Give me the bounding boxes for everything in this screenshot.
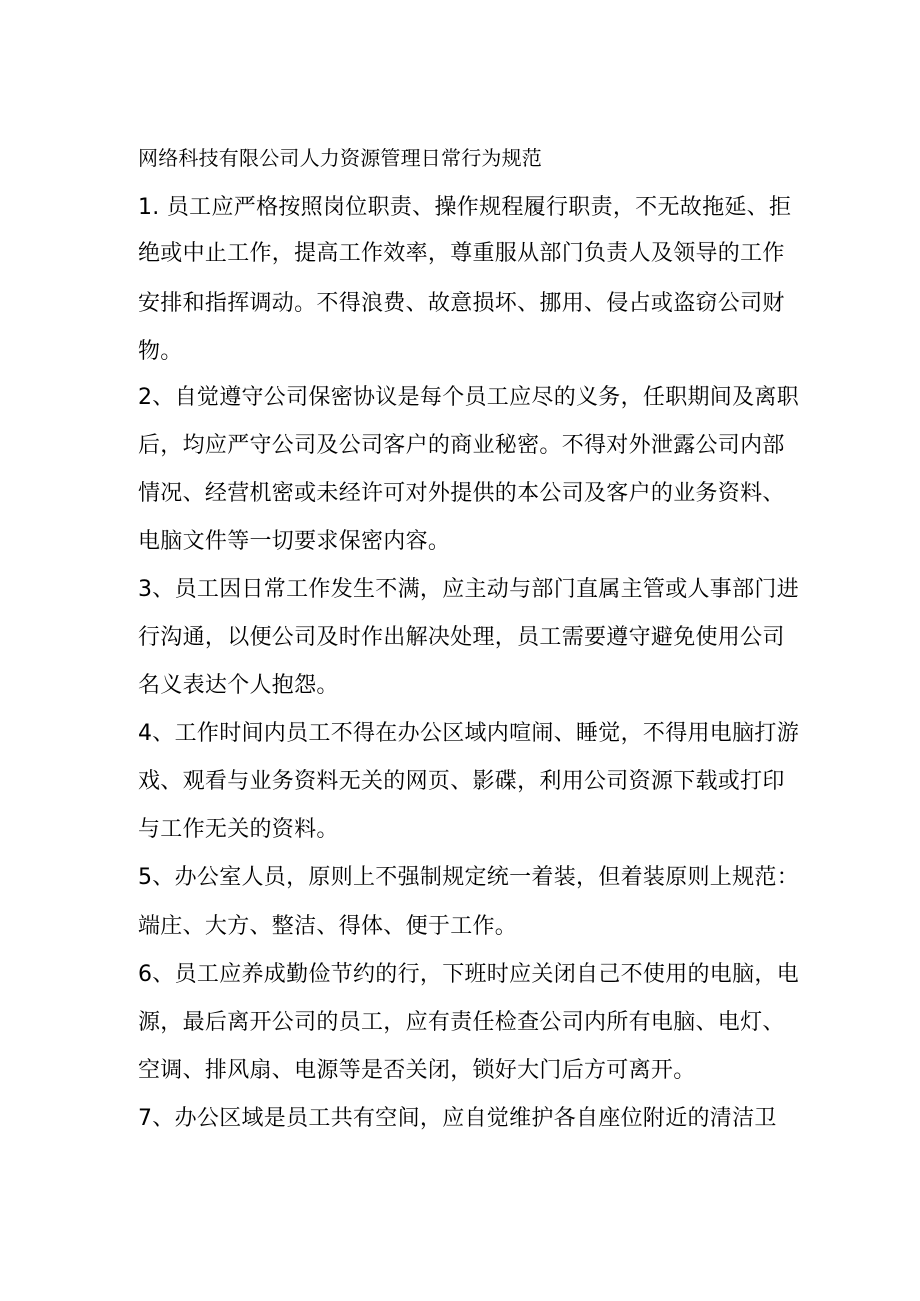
text-line: 3、员工因日常工作发生不满，应主动与部门直属主管或人事部门进: [138, 577, 799, 602]
text-line: 6、员工应养成勤俭节约的行，下班时应关闭自己不使用的电脑，电: [138, 962, 799, 987]
text-line: 2、自觉遵守公司保密协议是每个员工应尽的义务，任职期间及离职: [138, 385, 799, 410]
text-line: 行沟通，以便公司及时作出解决处理，员工需要遵守避免使用公司: [138, 625, 785, 650]
text-line: 后，均应严守公司及公司客户的商业秘密。不得对外泄露公司内部: [138, 433, 785, 458]
text-line: 名义表达个人抱怨。: [138, 673, 339, 698]
text-line: 安排和指挥调动。不得浪费、故意损坏、挪用、侵占或盗窃公司财: [138, 291, 785, 316]
text-line: 电脑文件等一切要求保密内容。: [138, 529, 451, 554]
text-line: 1. 员工应严格按照岗位职责、操作规程履行职责，不无故拖延、拒: [138, 195, 792, 220]
text-line: 与工作无关的资料。: [138, 817, 339, 842]
text-line: 5、办公室人员，原则上不强制规定统一着装，但着装原则上规范：: [138, 865, 799, 890]
text-line: 物。: [138, 339, 183, 364]
text-line: 4、工作时间内员工不得在办公区域内喧闹、睡觉，不得用电脑打游: [138, 721, 799, 746]
text-line: 情况、经营机密或未经许可对外提供的本公司及客户的业务资料、: [138, 481, 785, 506]
text-line: 绝或中止工作，提高工作效率，尊重服从部门负责人及领导的工作: [138, 241, 785, 266]
text-line: 源，最后离开公司的员工，应有责任检查公司内所有电脑、电灯、: [138, 1010, 785, 1035]
document-title: 网络科技有限公司人力资源管理日常行为规范: [138, 146, 542, 170]
text-line: 戏、观看与业务资料无关的网页、影碟，利用公司资源下载或打印: [138, 769, 785, 794]
text-line: 空调、排风扇、电源等是否关闭，锁好大门后方可离开。: [138, 1058, 696, 1083]
text-line: 7、办公区域是员工共有空间，应自觉维护各自座位附近的清洁卫: [138, 1106, 777, 1131]
text-line: 端庄、大方、整洁、得体、便于工作。: [138, 914, 518, 939]
